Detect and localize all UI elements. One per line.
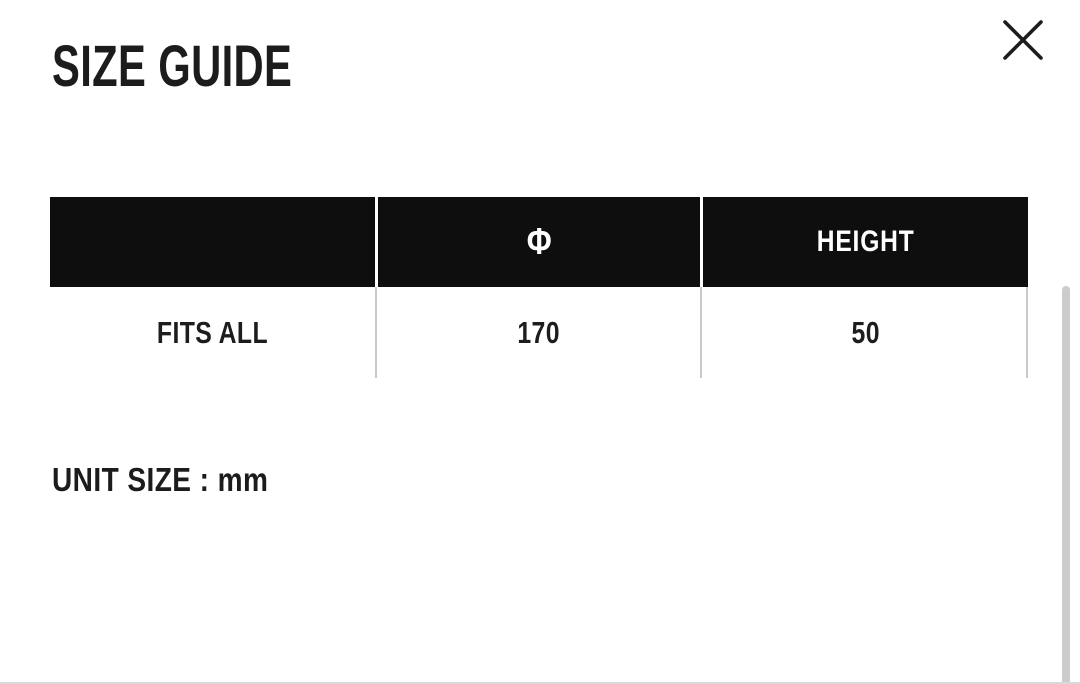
close-button[interactable] (996, 13, 1050, 67)
scrollbar-thumb[interactable] (1062, 286, 1070, 684)
header-cell-height (703, 197, 1028, 287)
height-value: 50 (851, 314, 880, 350)
column-divider (1026, 287, 1028, 378)
table-row (50, 287, 1028, 378)
unit-size-note: UNIT SIZE : mm (52, 461, 269, 498)
size-value: FITS ALL (156, 314, 269, 350)
header-cell-diameter (378, 197, 700, 287)
cell-diameter-value (378, 287, 700, 378)
size-table-header (50, 197, 1028, 287)
page-title: SIZE GUIDE (52, 34, 293, 99)
cell-size-value (50, 287, 375, 378)
diameter-value: 170 (517, 314, 561, 350)
column-divider (375, 287, 377, 378)
header-label-diameter: Φ (526, 221, 552, 262)
header-cell-size (50, 197, 375, 287)
column-divider (700, 287, 702, 378)
cell-height-value (703, 287, 1028, 378)
header-label-height: HEIGHT (816, 225, 915, 258)
close-icon (1000, 17, 1046, 63)
